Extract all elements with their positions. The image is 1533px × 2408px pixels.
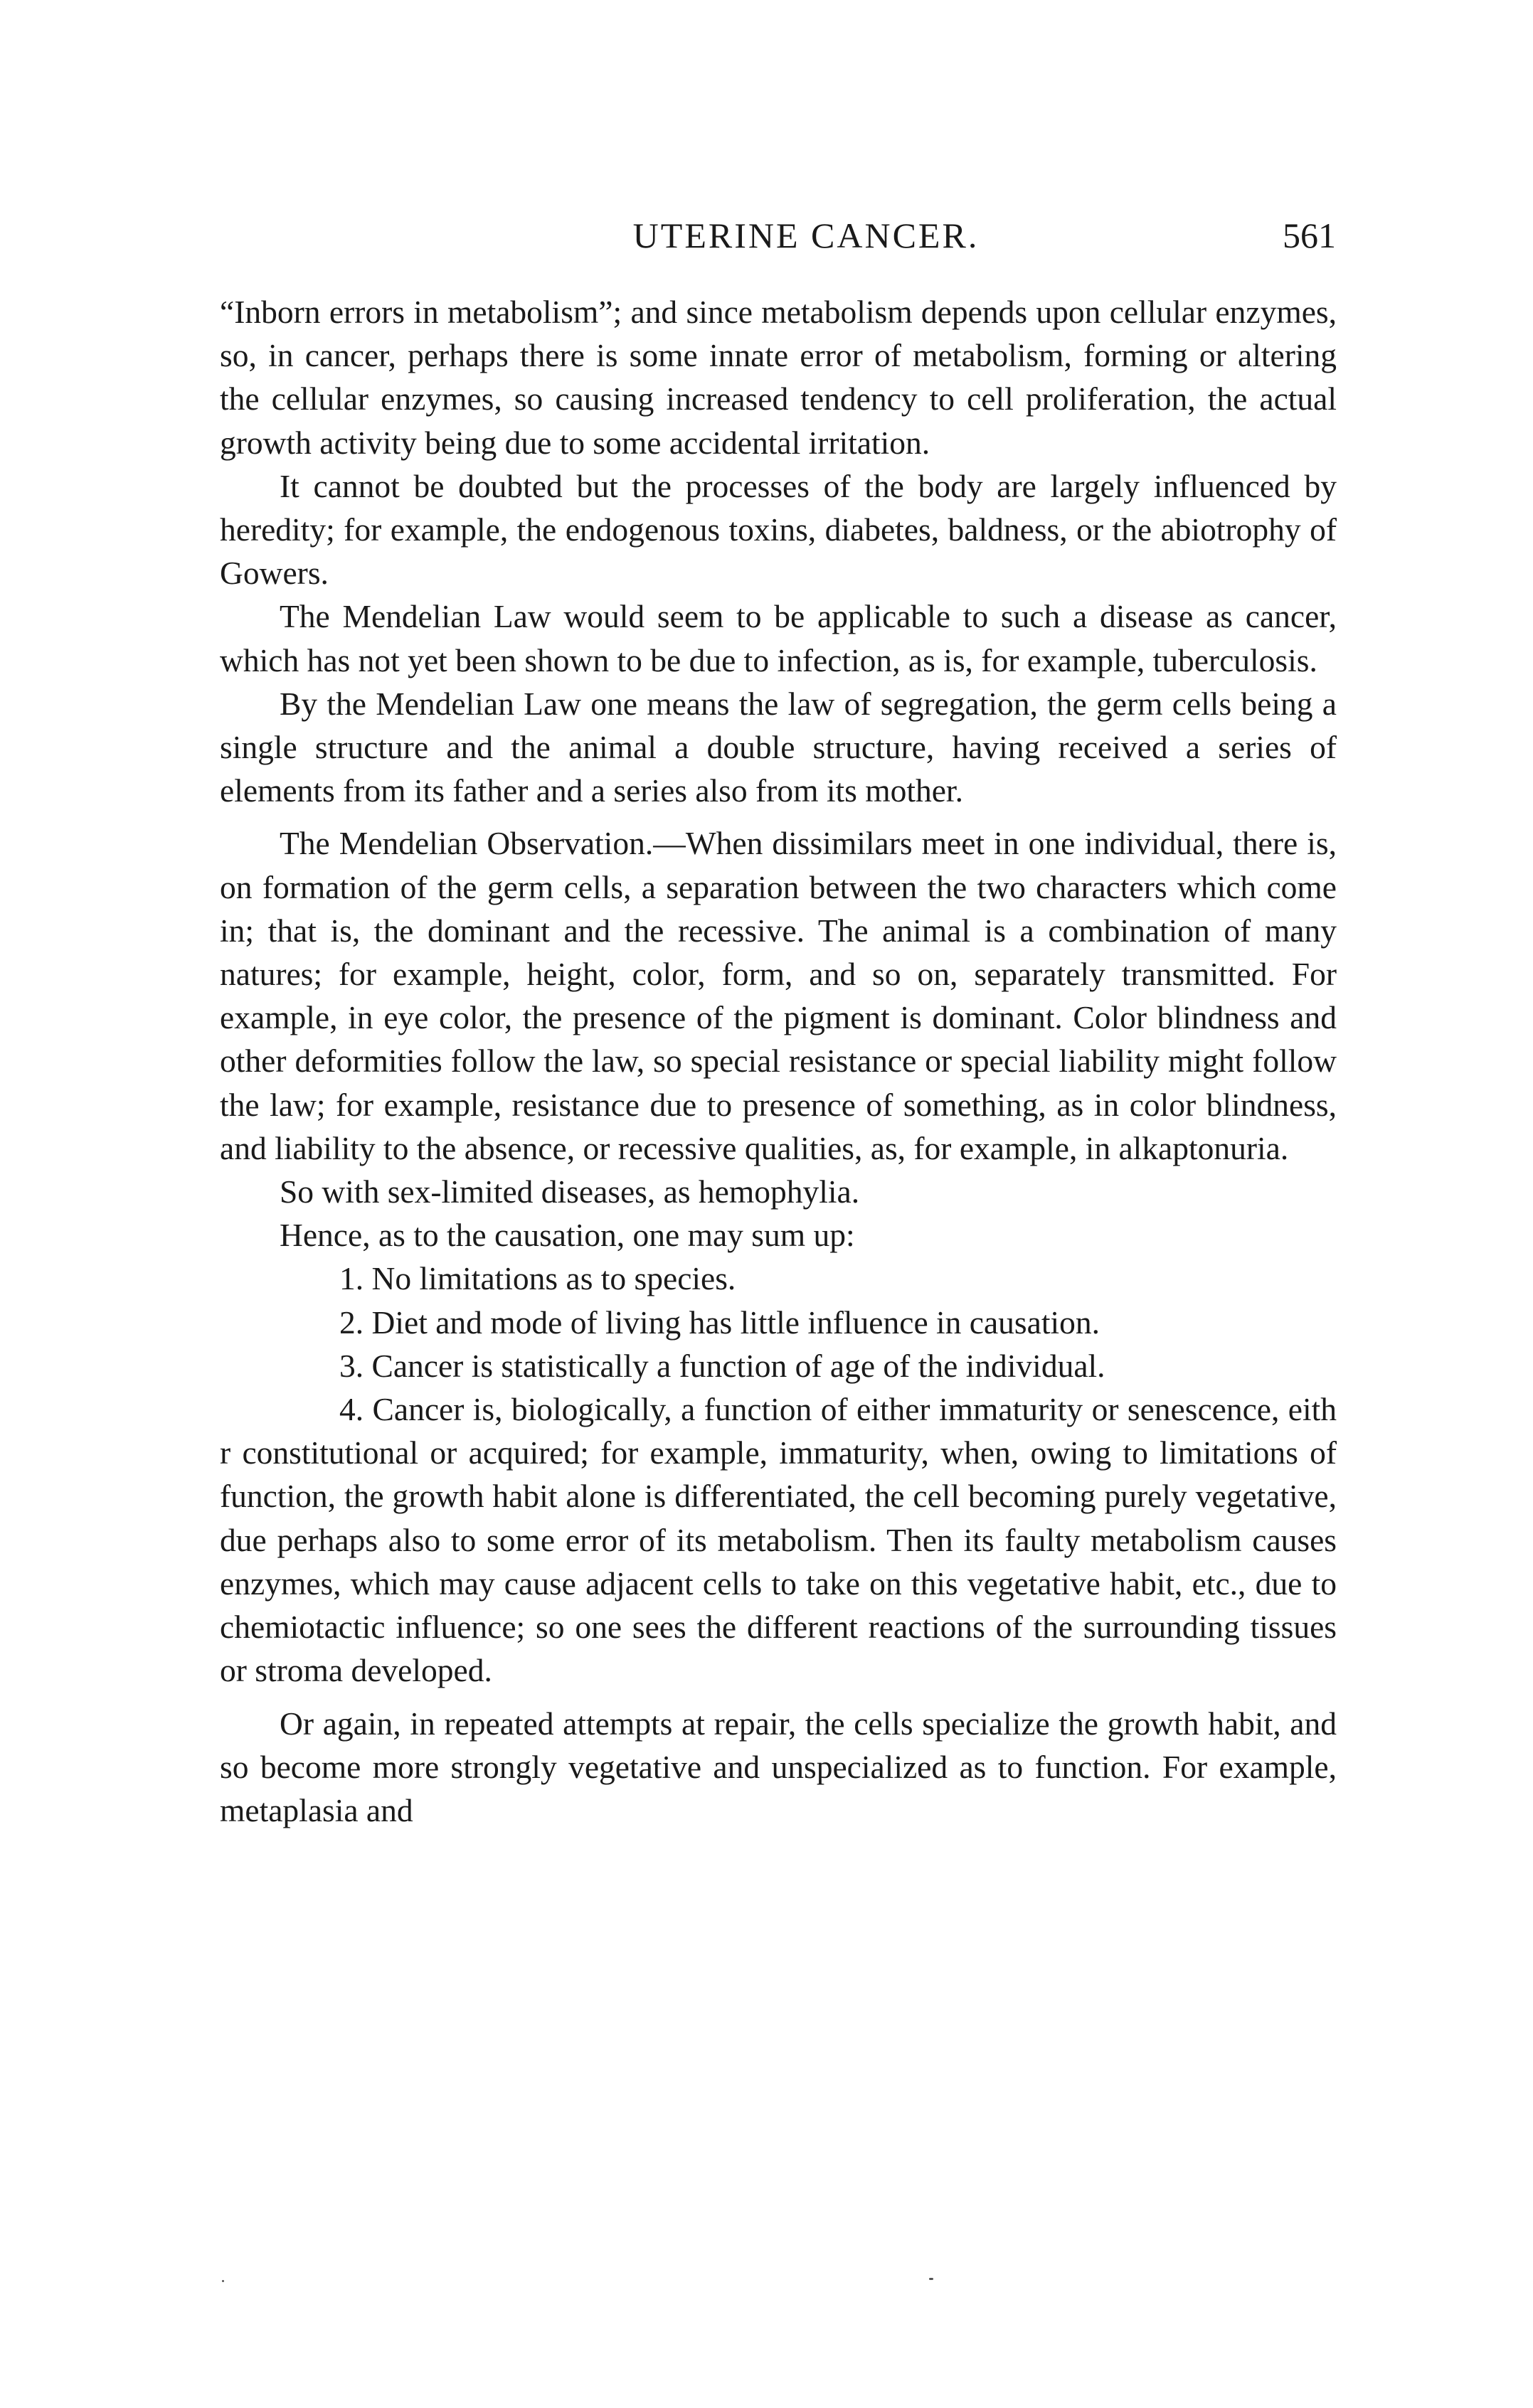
list-item <box>220 1344 1337 1387</box>
paragraph-sex-limited: So with sex-limited diseases, as hemophylia. <box>280 1173 860 1210</box>
print-speck <box>222 2280 224 2282</box>
list-number: 4. <box>339 1391 364 1428</box>
running-head <box>276 211 1336 260</box>
list-item <box>220 1301 1337 1344</box>
list-item <box>220 1257 1337 1300</box>
list-text: Cancer is statistically a function of age of the individual. <box>371 1347 1105 1384</box>
print-speck <box>929 2278 933 2280</box>
list-number: 2. <box>339 1304 364 1341</box>
list-item <box>220 1387 1337 1692</box>
list-text: Diet and mode of living has little influence in causation. <box>371 1304 1100 1341</box>
list-text: No limitations as to species. <box>371 1260 736 1297</box>
paragraph-heredity: It cannot be doubted but the processes of the body are largely influenced by heredity; for example, the endogenous toxins, diabetes, baldness, or the abiotrophy of Gowers. <box>220 467 1337 592</box>
body-text <box>220 290 1337 1832</box>
paragraph-mendelian-law: The Mendelian Law would seem to be applicable to such a disease as cancer, which has not yet been shown to be due to infection, as is, for example, tuberculosis. <box>220 598 1337 678</box>
list-text: Cancer is, biologically, a function of either immaturity or senescence, eith r constitutional or acquired; for example, immaturity, when, owing to limitations of function, the growth habit alone is differentiated, the cell becoming purely vegetative, due perhaps also to some error of its metabolism. Then its faulty metabolism causes enzymes, which may cause adjacent cells to take on this vegetative habit, etc., due to chemiotactic influence; so one sees the different reactions of the surrounding tissues or stroma developed. <box>220 1391 1337 1689</box>
page-number: 561 <box>1283 215 1336 255</box>
paragraph-repair: Or again, in repeated attempts at repair, the cells specialize the growth habit, and so become more strongly vegetative and unspecialized as to function. For example, metaplasia and <box>220 1705 1337 1828</box>
paragraph-mendelian-observation: The Mendelian Observation.—When dissimilars meet in one individual, there is, on formation of the germ cells, a separation between the two characters which come in; that is, the dominant and the recessive. The animal is a combination of many natures; for example, height, color, form, and so on, separately transmitted. For example, in eye color, the presence of the pigment is dominant. Color blindness and other deformities follow the law, so special resistance or special liability might follow the law; for example, resistance due to presence of something, as in color blindness, and liability to the absence, or recessive qualities, as, for example, in alkaptonuria. <box>220 825 1337 1166</box>
running-title: UTERINE CANCER. <box>632 215 980 255</box>
paragraph-segregation: By the Mendelian Law one means the law of segregation, the germ cells being a single structure and the animal a double structure, having received a series of elements from its father and a series also from its mother. <box>220 685 1337 809</box>
paragraph-inborn-errors: “Inborn errors in metabolism”; and since metabolism depends upon cellular enzymes, so, in cancer, perhaps there is some innate error of metabolism, forming or altering the cellular enzymes, so causing increased tendency to cell proliferation, the actual growth activity being due to some accidental irritation. <box>220 294 1337 461</box>
list-number: 1. <box>339 1260 364 1297</box>
list-number: 3. <box>339 1347 364 1384</box>
paragraph-sum-up: Hence, as to the causation, one may sum up: <box>280 1217 855 1254</box>
